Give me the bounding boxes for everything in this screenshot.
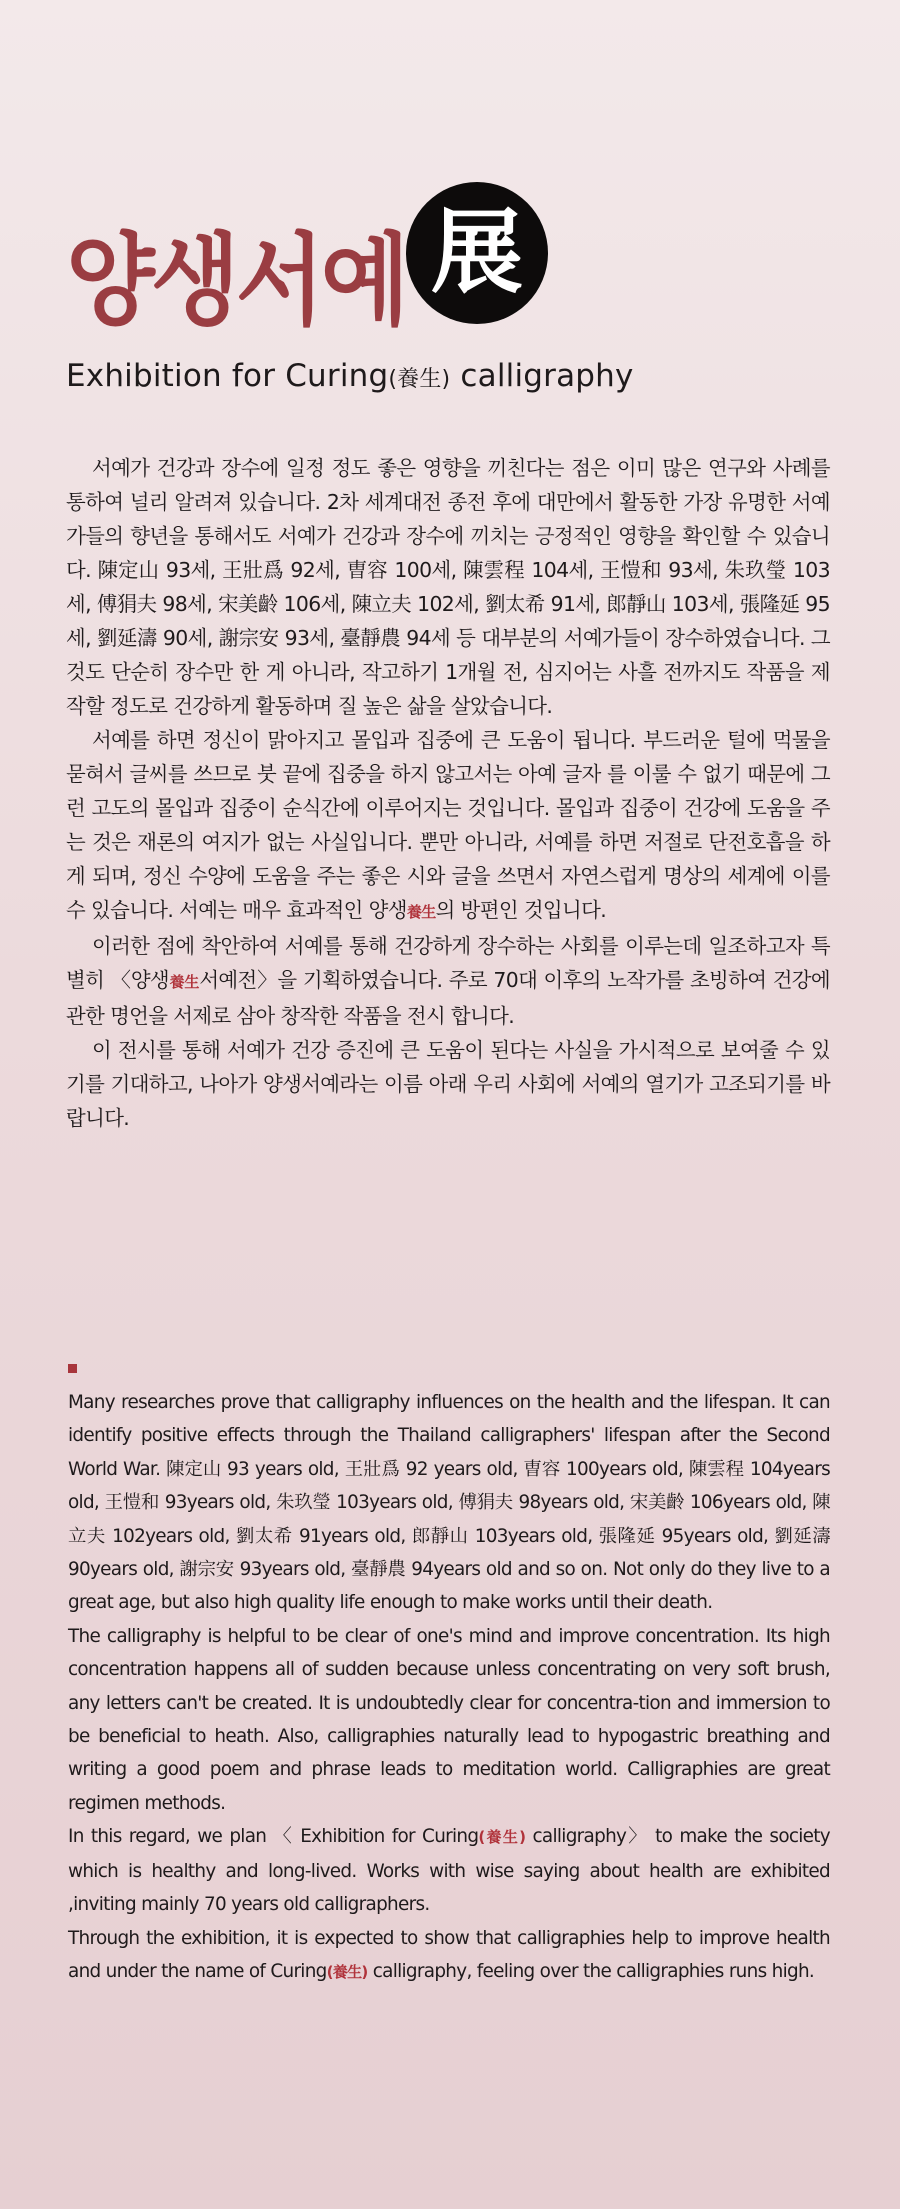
english-description (68, 1386, 830, 1989)
korean-paragraph-2-tail: 의 방편인 것입니다. (435, 898, 607, 922)
english-subtitle-tail: calligraphy (450, 358, 634, 394)
english-paragraph-4-hanja: (養生) (326, 1962, 368, 1981)
korean-paragraph-4: 이 전시를 통해 서예가 건강 증진에 큰 도움이 된다는 사실을 가시적으로 보여줄 수 있기를 기대하고, 나아가 양생서예라는 이름 아래 우리 사회에 서예의 열기가 고조되기를 바랍니다. (66, 1038, 830, 1130)
korean-paragraph-3-tail: 서예전〉을 기획하였습니다. 주로 70대 이후의 노작가를 초빙하여 건강에 관한 명언을 서제로 삼아 창작한 작품을 전시 합니다. (66, 968, 831, 1028)
english-paragraph-4-text: Through the exhibition, it is expected to show that calligraphies help to improve health and under the name of Curing (68, 1927, 830, 1982)
main-title-korean: 양생서예 (66, 223, 406, 339)
korean-paragraph-1: 서예가 건강과 장수에 일정 정도 좋은 영향을 끼친다는 점은 이미 많은 연구와 사례를 통하여 널리 알려져 있습니다. 2차 세계대전 종전 후에 대만에서 활동한 가장 유명한 서예가들의 향년을 통해서도 서예가 건강과 장수에 끼치는 긍정적인 영향을 확인할 수 있습니다. 陳定山 93세, 王壯爲 92세, 曺容 100세, 陳雲程 104세, 王愷和 93세, 朱玖瑩 103세, 傅狷夫 98세, 宋美齡 106세, 陳立夫 102세, 劉太希 91세, 郎靜山 103세, 張隆延 95세, 劉延濤 90세, 謝宗安 93세, 臺靜農 94세 등 대부분의 서예가들이 장수하였습니다. 그것도 단순히 장수만 한 게 아니라, 작고하기 1개월 전, 심지어는 사흘 전까지도 작품을 제작할 정도로 건강하게 활동하며 질 높은 삶을 살았습니다. (66, 456, 830, 718)
korean-paragraph-3-text: 이러한 점에 착안하여 서예를 통해 건강하게 장수하는 사회를 이루는데 일조하고자 특별히 〈양생 (66, 934, 830, 992)
english-subtitle (66, 358, 634, 394)
english-paragraph-4 (68, 1922, 830, 1990)
english-subtitle-main: Exhibition for Curing (66, 358, 389, 394)
english-paragraph-3 (68, 1820, 830, 1921)
exhibition-badge: 展 (406, 182, 548, 324)
english-paragraph-3-hanja: (養生) (478, 1828, 526, 1847)
english-paragraph-2: The calligraphy is helpful to be clear of one's mind and improve concentration. Its high concentration happens all of sudden because unless concentrating on very soft brush, any letters can't be created. It is undoubtedly clear for concentra-tion and immersion to be beneficial to heath. Also, calligraphies naturally lead to hypogastric breathing and writing a good poem and phrase leads to meditation world. Calligraphies are great regimen methods. (68, 1625, 830, 1814)
english-paragraph-1: Many researches prove that calligraphy influences on the health and the lifespan. It can identify positive effects through the Thailand calligraphers' lifespan after the Second World War. 陳定山 93 years old, 王壯爲 92 years old, 曺容 100years old, 陳雲程 104years old, 王愷和 93years old, 朱玖瑩 103years old, 傅狷夫 98years old, 宋美齡 106years old, 陳立夫 102years old, 劉太希 91years old, 郎靜山 103years old, 張隆延 95years old, 劉延濤 90years old, 謝宗安 93years old, 臺靜農 94years old and so on. Not only do they live to a great age, but also high quality life enough to make works until their death. (68, 1392, 830, 1614)
section-marker (68, 1364, 77, 1373)
english-paragraph-4-tail: calligraphy, feeling over the calligraphies runs high. (367, 1960, 815, 1982)
korean-paragraph-2-hanja: 養生 (406, 903, 436, 921)
english-paragraph-3-text: In this regard, we plan 〈 Exhibition for Curing (68, 1826, 479, 1848)
korean-paragraph-2 (66, 723, 830, 929)
korean-paragraph-3 (66, 929, 830, 1033)
english-subtitle-hanja: (養生) (388, 367, 451, 392)
korean-paragraph-2-text: 서예를 하면 정신이 맑아지고 몰입과 집중에 큰 도움이 됩니다. 부드러운 털에 먹물을 묻혀서 글씨를 쓰므로 붓 끝에 집중을 하지 않고서는 아예 글자 를 이룰 수 없기 때문에 그런 고도의 몰입과 집중이 순식간에 이루어지는 것입니다. 몰입과 집중이 건강에 도움을 주는 것은 재론의 여지가 없는 사실입니다. 뿐만 아니라, 서예를 하면 저절로 단전호흡을 하게 되며, 정신 수양에 도움을 주는 좋은 시와 글을 쓰면서 자연스럽게 명상의 세계에 이를 수 있습니다. 서예는 매우 효과적인 양생 (66, 728, 830, 922)
english-paragraph-3-tail: calligraphy〉 to make the society which is healthy and long-lived. Works with wise saying about health are exhibited ,inviting mainly 70 years old calligraphers. (68, 1826, 830, 1916)
korean-paragraph-3-hanja: 養生 (169, 973, 200, 991)
korean-description (66, 451, 830, 1135)
